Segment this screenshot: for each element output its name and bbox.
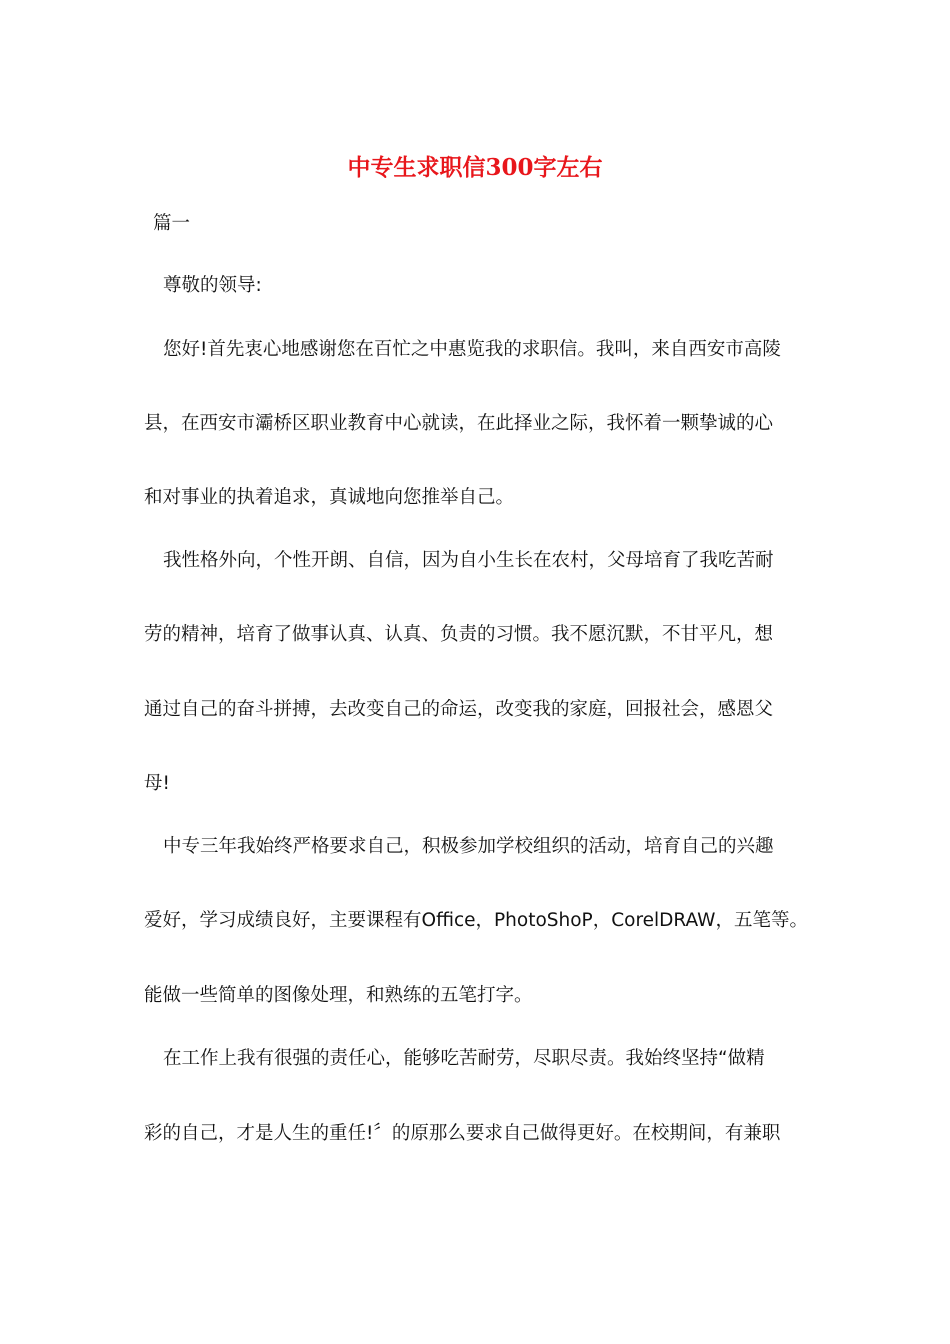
paragraph-line: 劳的精神，培育了做事认真、认真、负责的习惯。我不愿沉默，不甘平凡，想: [144, 624, 774, 645]
document-title: 中专生求职信300字左右: [347, 154, 603, 181]
paragraph-line: 通过自己的奋斗拼搏，去改变自己的命运，改变我的家庭，回报社会，感恩父: [144, 699, 774, 720]
paragraph-line: 爱好，学习成绩良好，主要课程有Office，PhotoShoP，CorelDRAW，五笔等。: [144, 910, 808, 931]
paragraph-line: 彩的自己，才是人生的重任!〞的原那么要求自己做得更好。在校期间，有兼职: [144, 1123, 781, 1144]
paragraph-line: 县，在西安市灞桥区职业教育中心就读，在此择业之际，我怀着一颗挚诚的心: [144, 413, 774, 434]
paragraph-line: 母!: [144, 773, 170, 794]
salutation: 尊敬的领导:: [163, 275, 262, 296]
paragraph-line: 能做一些简单的图像处理，和熟练的五笔打字。: [144, 985, 533, 1006]
paragraph-line: 中专三年我始终严格要求自己，积极参加学校组织的活动，培育自己的兴趣: [163, 836, 774, 857]
section-heading: 篇一: [153, 213, 191, 234]
paragraph-line: 在工作上我有很强的责任心，能够吃苦耐劳，尽职尽责。我始终坚持“做精: [163, 1048, 765, 1069]
paragraph-line: 您好!首先衷心地感谢您在百忙之中惠览我的求职信。我叫，来自西安市高陵: [163, 339, 781, 360]
paragraph-line: 和对事业的执着追求，真诚地向您推举自己。: [144, 487, 515, 508]
paragraph-line: 我性格外向，个性开朗、自信，因为自小生长在农村，父母培育了我吃苦耐: [163, 550, 774, 571]
